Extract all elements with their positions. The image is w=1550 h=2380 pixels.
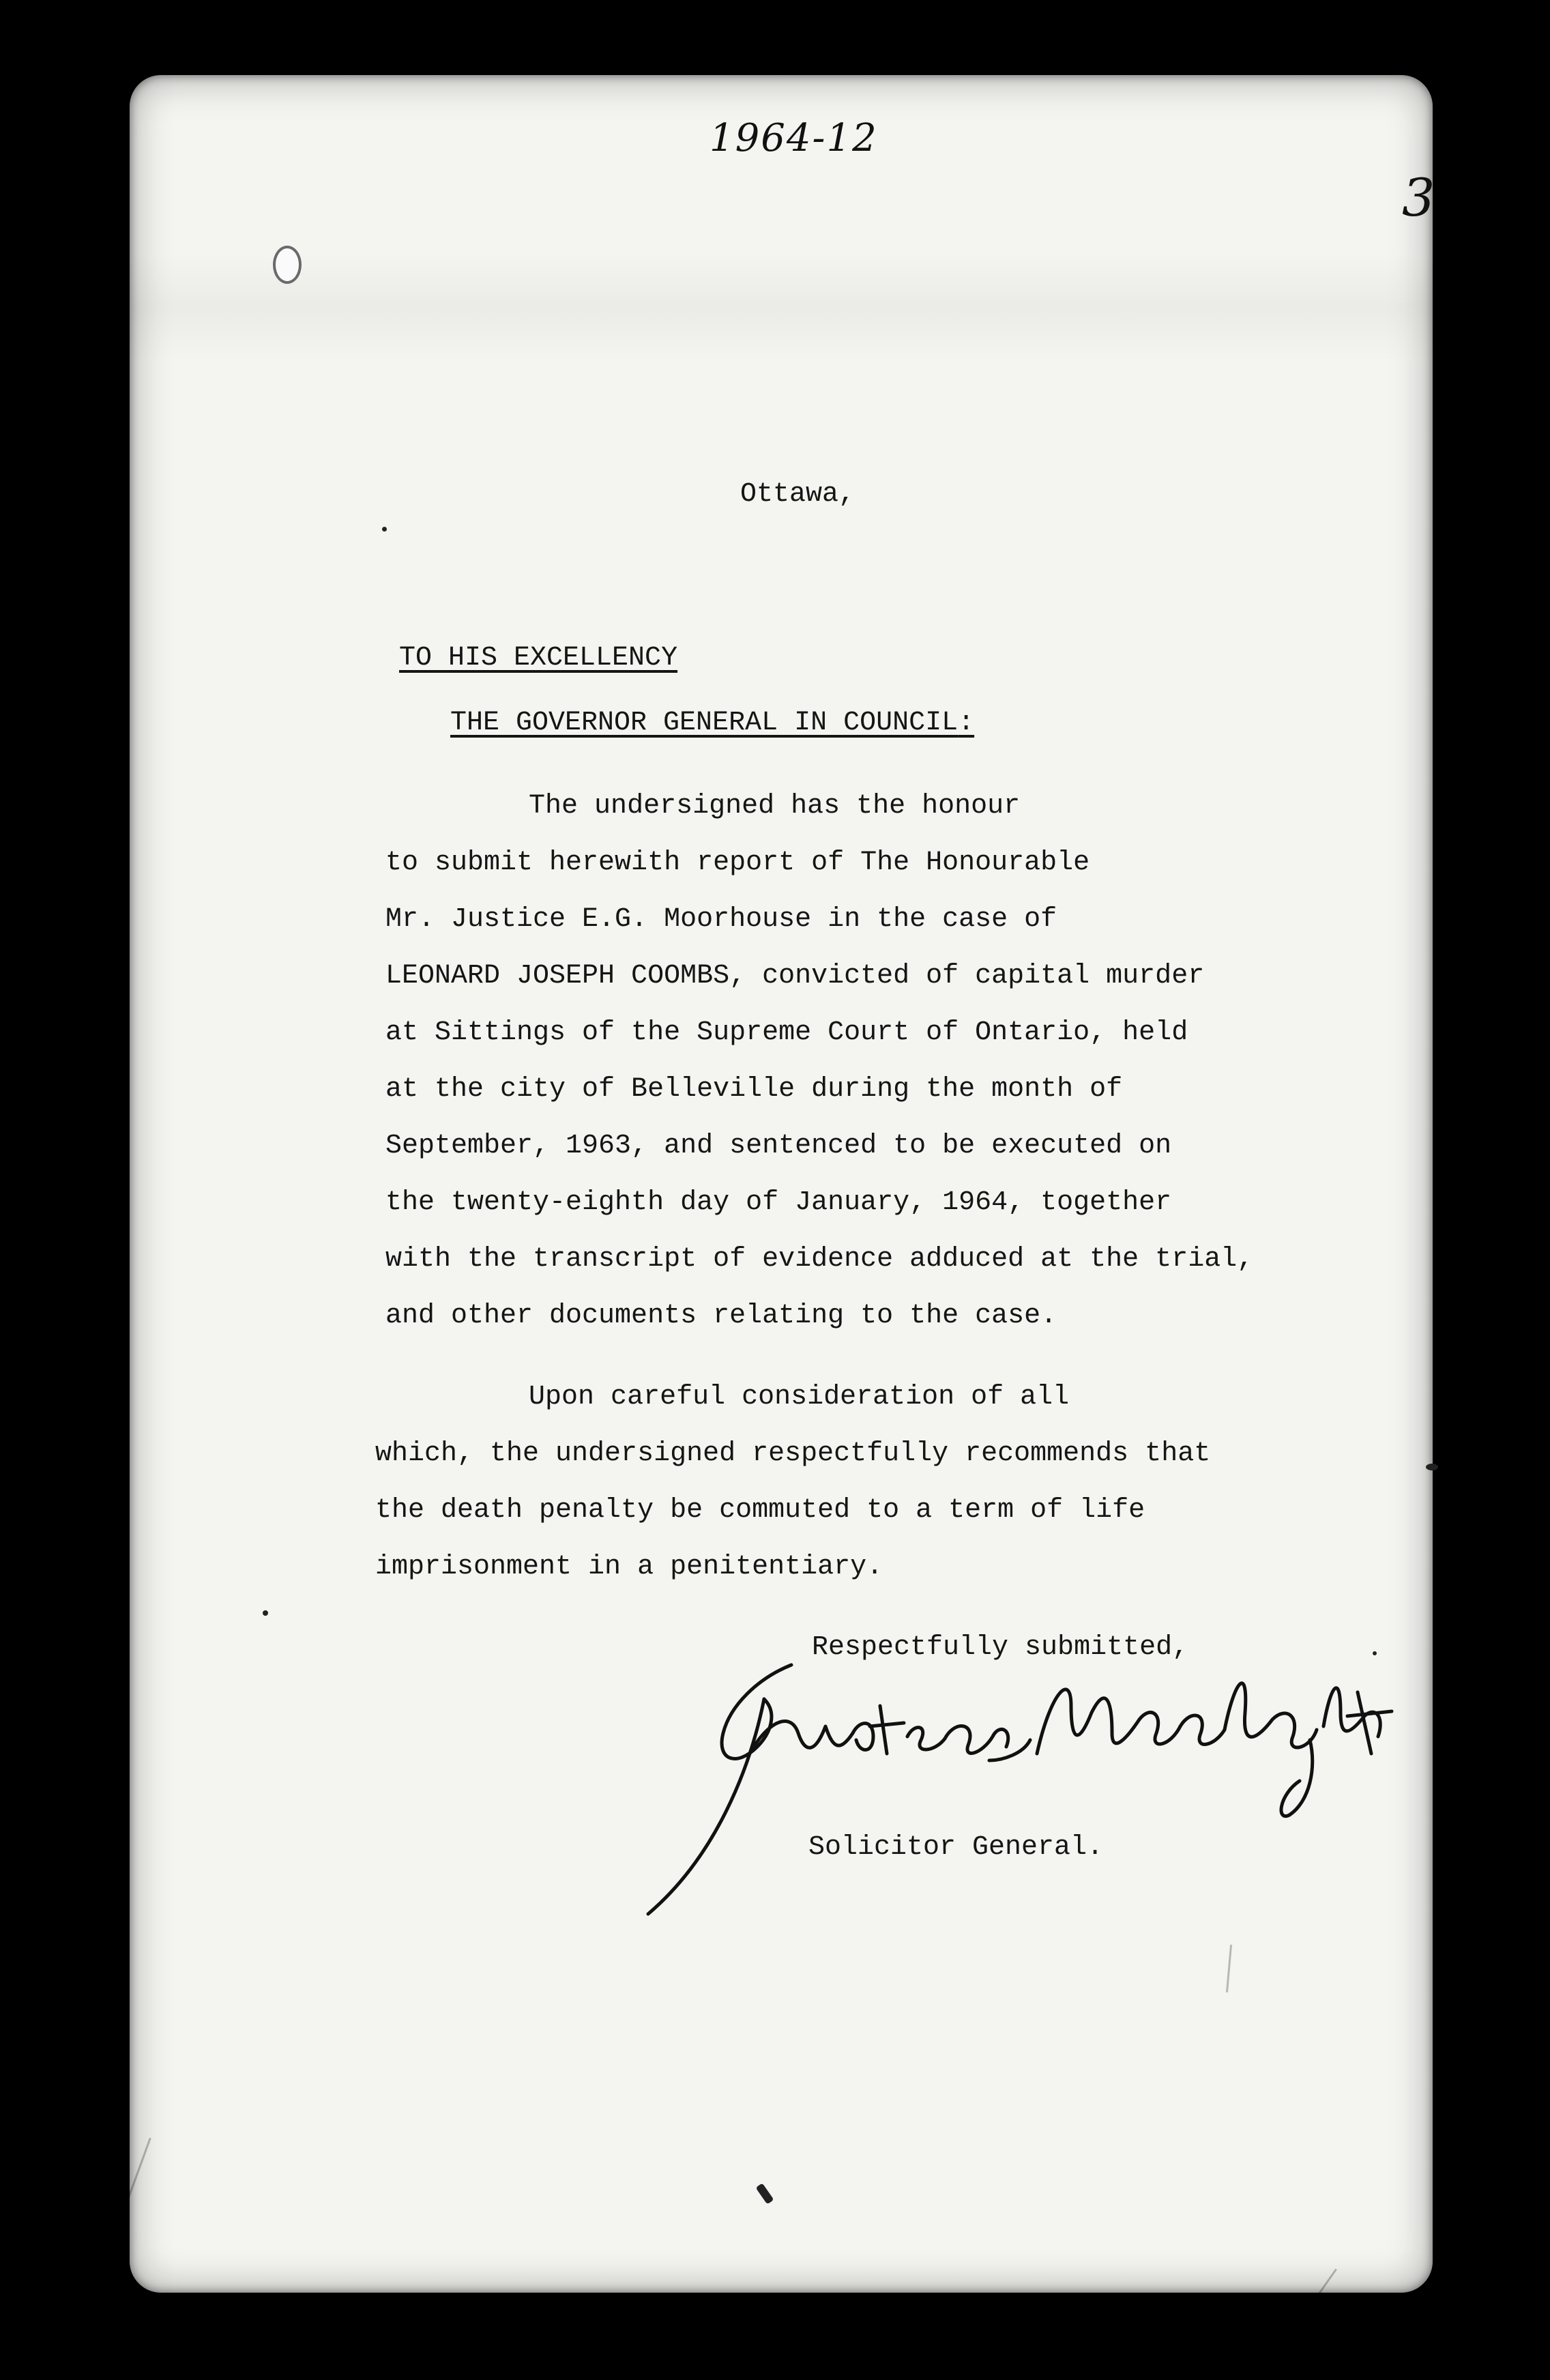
letter-closing: Respectfully submitted, (812, 1632, 1189, 1663)
addressee-colon: : (958, 708, 975, 738)
paragraph-2-line: Upon careful consideration of all (365, 1382, 1070, 1412)
paragraph-1-line: The undersigned has the honour (365, 791, 1021, 822)
paragraph-2-line: the death penalty be commuted to a term of life (375, 1495, 1145, 1526)
scan-speck (382, 527, 387, 532)
scan-speck (1426, 1464, 1438, 1470)
scan-speck (263, 1610, 268, 1616)
paragraph-1-line: with the transcript of evidence adduced at the trial, (385, 1244, 1254, 1275)
document-page (130, 75, 1433, 2293)
addressee-line-2-text: THE GOVERNOR GENERAL IN COUNCIL (450, 708, 959, 738)
letter-place: Ottawa, (740, 479, 856, 510)
paragraph-2-line: which, the undersigned respectfully recommends that (375, 1438, 1211, 1469)
paragraph-1-line: and other documents relating to the case. (385, 1301, 1057, 1331)
paragraph-1-line: September, 1963, and sentenced to be executed on (385, 1131, 1172, 1161)
paragraph-1-line: LEONARD JOSEPH COOMBS, convicted of capital murder (385, 961, 1205, 991)
addressee-line-2 (450, 710, 974, 737)
paragraph-1-line: Mr. Justice E.G. Moorhouse in the case of (385, 904, 1057, 935)
handwritten-page-number: 3 (1402, 167, 1435, 228)
addressee-line-1: TO HIS EXCELLENCY (399, 643, 678, 673)
scan-speck (1373, 1651, 1377, 1655)
paragraph-1-line: the twenty-eighth day of January, 1964, together (385, 1187, 1172, 1218)
paragraph-2-line: imprisonment in a penitentiary. (375, 1552, 883, 1582)
handwritten-signature-icon (634, 1651, 1399, 1938)
paragraph-1-line: at the city of Belleville during the month of (385, 1074, 1123, 1105)
paragraph-1-line: to submit herewith report of The Honourable (385, 847, 1090, 878)
paper-fold-band (130, 252, 1433, 362)
handwritten-file-reference: 1964-12 (710, 116, 878, 160)
paragraph-1-line: at Sittings of the Supreme Court of Ontario, held (385, 1017, 1188, 1048)
punch-hole-icon (273, 246, 302, 284)
signatory-title: Solicitor General. (808, 1832, 1104, 1863)
